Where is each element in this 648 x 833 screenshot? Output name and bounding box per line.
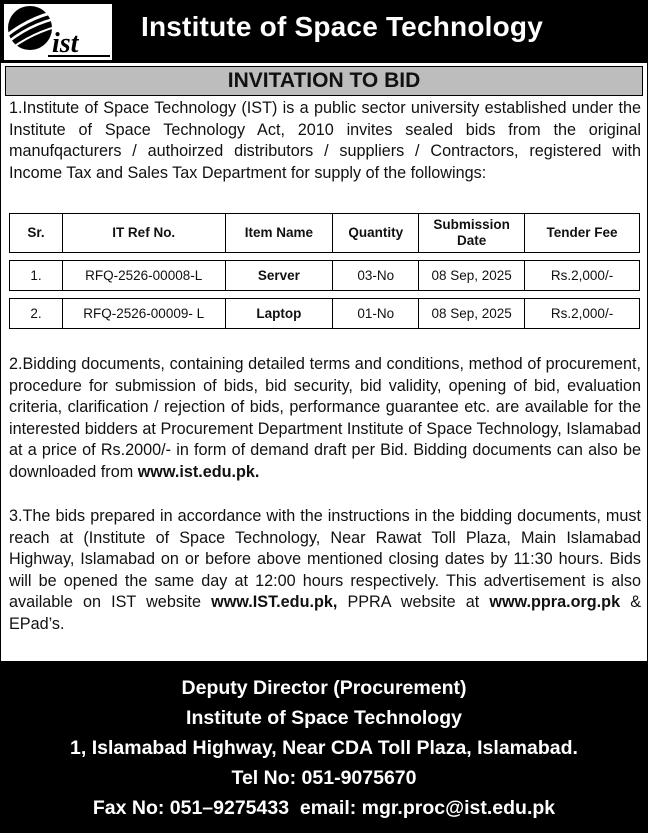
header-date	[419, 214, 525, 253]
table-header-row	[10, 214, 640, 253]
contact-footer	[1, 661, 647, 832]
header-qty: Quantity	[333, 214, 419, 253]
paragraph-3-mid: PPRA website at	[337, 593, 490, 611]
paragraph-2	[9, 354, 641, 483]
cell-fee: Rs.2,000/-	[525, 299, 640, 329]
header-title: Institute of Space Technology	[141, 11, 543, 42]
cell-sr: 2.	[10, 299, 63, 329]
cell-sr: 1.	[10, 261, 63, 291]
ppra-website-link[interactable]: www.ppra.org.pk	[489, 593, 621, 611]
header-fee: Tender Fee	[525, 214, 640, 253]
header-date-line1: Submission	[433, 217, 510, 232]
footer-designation: Deputy Director (Procurement)	[181, 677, 467, 699]
bid-items-table	[9, 213, 640, 329]
header-date-line2: Date	[457, 233, 487, 248]
ist-logo-mark	[4, 4, 112, 60]
header-ref: IT Ref No.	[62, 214, 225, 253]
header-sr: Sr.	[10, 214, 63, 253]
footer-phone: Tel No: 051-9075670	[231, 767, 417, 789]
cell-ref: RFQ-2526-00008-L	[62, 261, 225, 291]
cell-item: Laptop	[225, 299, 333, 329]
paragraph-3-end: & EPad’s.	[9, 593, 641, 633]
paragraph-2-text: 2.Bidding documents, containing detailed terms and conditions, method of procurement, procedure for submission of bids, bid security, bid validity, opening of bid, evaluation criteria, clarification / rejection of bids, performance guarantee etc. are available for the interested bidders at Procurement Department Institute of Space Technology, Islamabad at a price of Rs.2000/- in form of demand draft per Bid. Bidding documents can also be downloaded from	[9, 355, 641, 481]
footer-fax-email: Fax No: 051–9275433 email: mgr.proc@ist.edu.pk	[92, 797, 556, 819]
paragraph-1: 1.Institute of Space Technology (IST) is a public sector university established under the Institute of Space Technology Act, 2010 invites sealed bids from the original manufqacturers / authoirzed distributors / suppliers / Contractors, registered with Income Tax and Sales Tax Department for supply of the followings:	[9, 99, 641, 182]
cell-date: 08 Sep, 2025	[419, 261, 525, 291]
ist-website-link[interactable]: www.IST.edu.pk,	[211, 593, 338, 611]
footer-address: 1, Islamabad Highway, Near CDA Toll Plaza, Islamabad.	[70, 737, 578, 759]
table-row	[10, 299, 640, 329]
paragraph-3-text: 3.The bids prepared in accordance with the instructions in the bidding documents, must reach at (Institute of Space Technology, Near Rawat Toll Plaza, Main Islamabad Highway, Islamabad on or before above mentioned closing dates by 11:30 hours. Bids will be opened the same day at 12:00 hours respectively. This advertisement is also available on IST website	[9, 507, 641, 611]
ist-logo	[4, 4, 112, 60]
cell-qty: 01-No	[333, 299, 419, 329]
cell-item: Server	[225, 261, 333, 291]
cell-qty: 03-No	[333, 261, 419, 291]
website-link[interactable]: www.ist.edu.pk.	[137, 462, 260, 481]
paragraph-3	[9, 506, 641, 635]
invitation-title: INVITATION TO BID	[5, 66, 643, 96]
cell-fee: Rs.2,000/-	[525, 261, 640, 291]
header-item: Item Name	[225, 214, 333, 253]
logo-text: ist	[52, 28, 79, 59]
cell-ref: RFQ-2526-00009- L	[62, 299, 225, 329]
footer-institute: Institute of Space Technology	[186, 707, 462, 729]
cell-date: 08 Sep, 2025	[419, 299, 525, 329]
header-bar	[1, 1, 647, 63]
table-row	[10, 261, 640, 291]
